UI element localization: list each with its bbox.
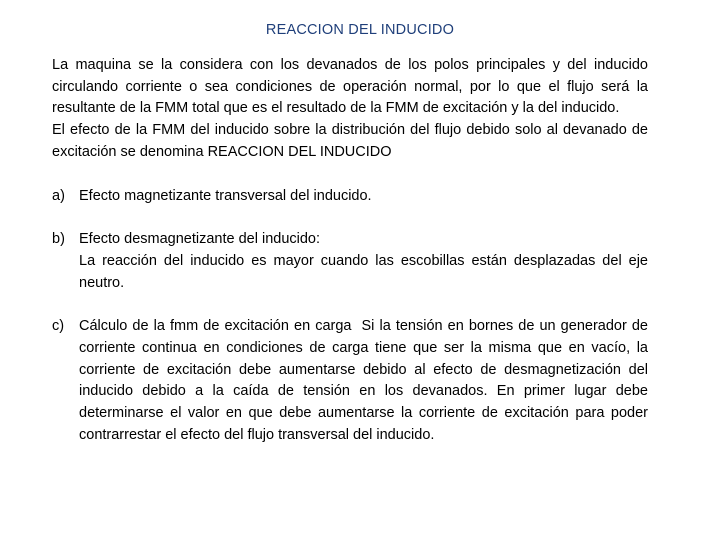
list-item-a [52, 186, 648, 208]
list-item-heading: Efecto magnetizante transversal del inducido. [79, 187, 372, 204]
page-title: REACCION DEL INDUCIDO [265, 22, 455, 38]
document-body [52, 55, 648, 447]
list-item-c [52, 316, 648, 446]
list-item-text: Si la tensión en bornes de un generador de corriente continua en condiciones de carga tiene que ser la misma que en vacío, la corriente de excitación debe aumentarse debido al efecto de desmagnetización del inducido debido a la caída de tensión en los devanados. En primer lugar debe determinarse el valor en que debe aumentarse la corriente de excitación para poder contrarrestar el efecto del flujo transversal del inducido. [79, 318, 648, 443]
list-item-content [79, 229, 648, 294]
intro-paragraph-1: La maquina se la considera con los devanados de los polos principales y del inducido circulando corriente o sea condiciones de operación normal, por lo que el flujo será la resultante de la FMM total que es el resultado de la FMM de excitación y la del inducido. [52, 57, 648, 117]
list-marker: a) [52, 187, 65, 204]
list-item-heading: Efecto desmagnetizante del inducido: [79, 231, 321, 248]
list-item-text: La reacción del inducido es mayor cuando las escobillas están desplazadas del eje neutro. [79, 252, 648, 291]
list-item-content [79, 316, 648, 446]
list-marker: b) [52, 231, 65, 248]
intro-paragraph-2: El efecto de la FMM del inducido sobre la distribución del flujo debido solo al devanado de excitación se denomina REACCION DEL INDUCIDO [52, 122, 648, 160]
list-marker: c) [52, 318, 65, 335]
list-item-heading: Cálculo de la fmm de excitación en carga [79, 318, 352, 335]
topic-list [52, 186, 648, 447]
list-item-b [52, 229, 648, 294]
list-item-content [79, 186, 648, 208]
